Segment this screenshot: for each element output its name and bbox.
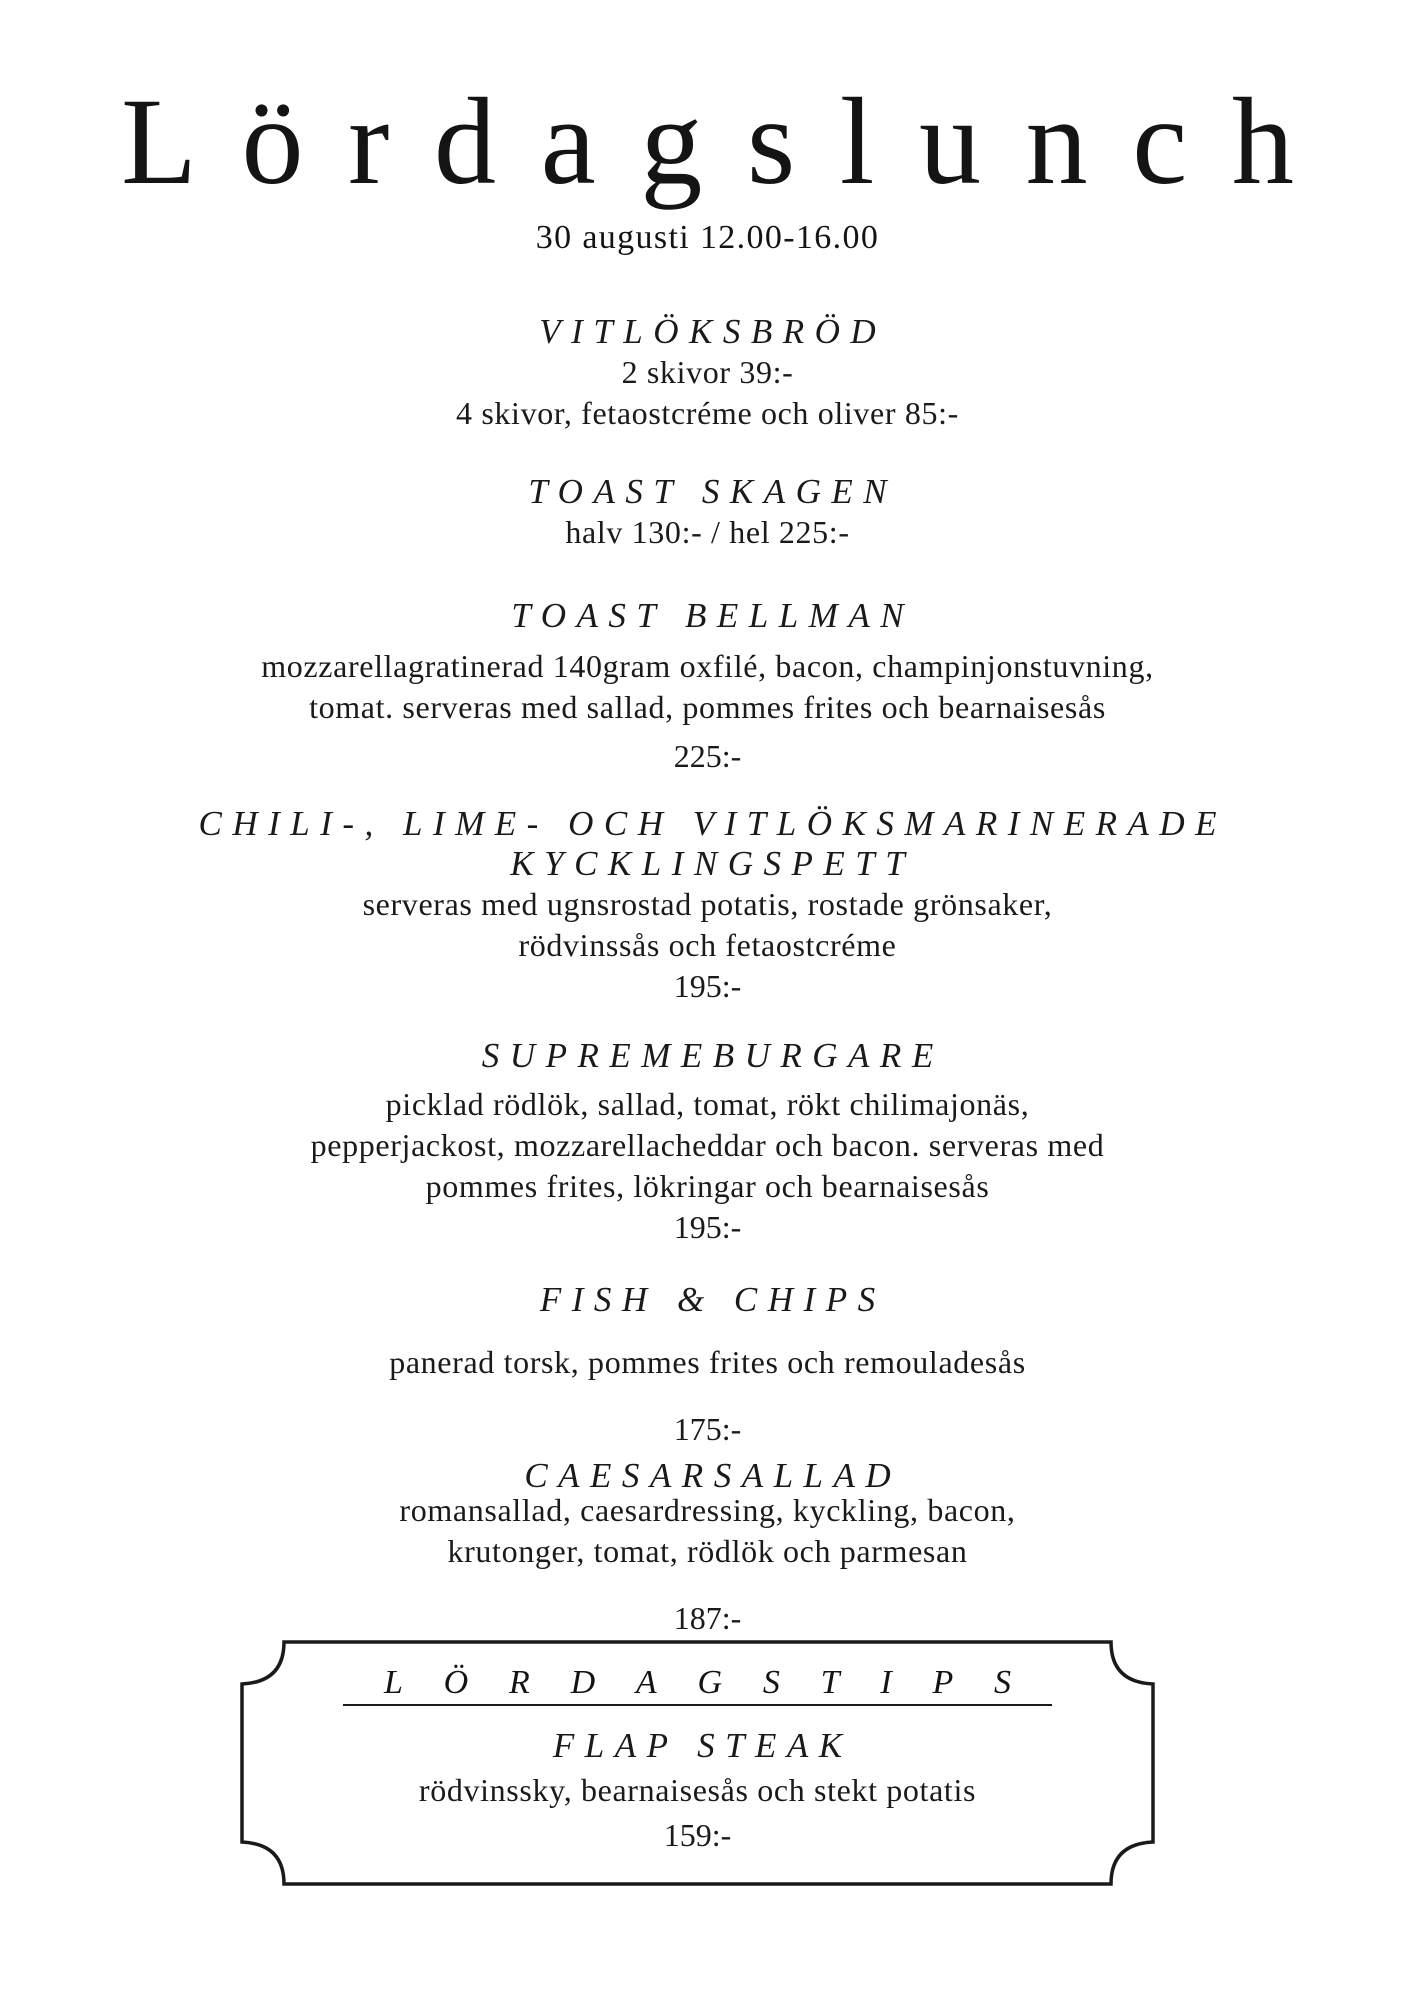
- tip-item-name: FLAP STEAK: [552, 1726, 853, 1765]
- date-time-subtitle: 30 augusti 12.00-16.00: [535, 219, 880, 256]
- menu-item-price: 195:-: [673, 968, 742, 1004]
- menu-item-name: FISH & CHIPS: [539, 1280, 886, 1319]
- menu-item-name: SUPREMEBURGARE: [481, 1036, 944, 1075]
- saturday-tip-heading: LÖRDAGSTIPS: [343, 1663, 1052, 1706]
- menu-item-name-line: KYCKLINGSPETT: [510, 844, 916, 883]
- menu-item-price: 195:-: [673, 1209, 742, 1245]
- menu-item-desc-line: halv 130:- / hel 225:-: [565, 514, 850, 550]
- menu-list: [0, 312, 1415, 1636]
- menu-item-name: TOAST SKAGEN: [528, 472, 898, 511]
- menu-item-desc-line: rödvinssås och fetaostcréme: [518, 927, 897, 963]
- menu-item-price: 187:-: [673, 1600, 742, 1636]
- tip-item-desc: rödvinssky, bearnaisesås och stekt potatis: [418, 1772, 977, 1808]
- menu-item-toast-bellman: [0, 596, 1415, 796]
- menu-item-name: TOAST BELLMAN: [511, 596, 915, 635]
- menu-item-name: CAESARSALLAD: [524, 1456, 902, 1495]
- menu-item-desc-line: 4 skivor, fetaostcréme och oliver 85:-: [456, 395, 959, 431]
- saturday-tip-box: [240, 1640, 1155, 1886]
- menu-item-supremeburgare: [0, 1036, 1415, 1272]
- menu-item-desc-line: panerad torsk, pommes frites och remouladesås: [389, 1344, 1026, 1380]
- tip-item-price: 159:-: [663, 1817, 732, 1853]
- menu-item-desc-line: mozzarellagratinerad 140gram oxfilé, bacon, champinjonstuvning,: [261, 648, 1154, 684]
- menu-item-desc-line: pommes frites, lökringar och bearnaisesås: [425, 1168, 990, 1204]
- menu-item-desc-line: pepperjackost, mozzarellacheddar och bacon. serveras med: [310, 1127, 1105, 1163]
- menu-item-fish-and-chips: [0, 1280, 1415, 1456]
- menu-item-name-line: CHILI-, LIME- OCH VITLÖKSMARINERADE: [198, 804, 1228, 843]
- page-title: Lördagslunch: [121, 73, 1339, 210]
- menu-item-price: 175:-: [673, 1411, 742, 1447]
- menu-item-desc-line: tomat. serveras med sallad, pommes frites och bearnaisesås: [309, 689, 1106, 725]
- menu-item-vitloksbrod: [0, 312, 1415, 432]
- menu-item-desc-line: serveras med ugnsrostad potatis, rostade grönsaker,: [362, 886, 1053, 922]
- menu-item-desc-line: romansallad, caesardressing, kyckling, bacon,: [399, 1492, 1016, 1528]
- menu-item-desc-line: picklad rödlök, sallad, tomat, rökt chilimajonäs,: [385, 1086, 1030, 1122]
- menu-item-kycklingspett: [0, 804, 1415, 1036]
- menu-item-toast-skagen: [0, 472, 1415, 596]
- menu-item-desc-line: krutonger, tomat, rödlök och parmesan: [447, 1533, 968, 1569]
- menu-item-name: VITLÖKSBRÖD: [539, 312, 887, 351]
- menu-item-price: 225:-: [673, 738, 742, 774]
- saturday-tip-content: [240, 1640, 1155, 1856]
- menu-item-caesarsallad: [0, 1456, 1415, 1636]
- menu-item-desc-line: 2 skivor 39:-: [621, 354, 794, 390]
